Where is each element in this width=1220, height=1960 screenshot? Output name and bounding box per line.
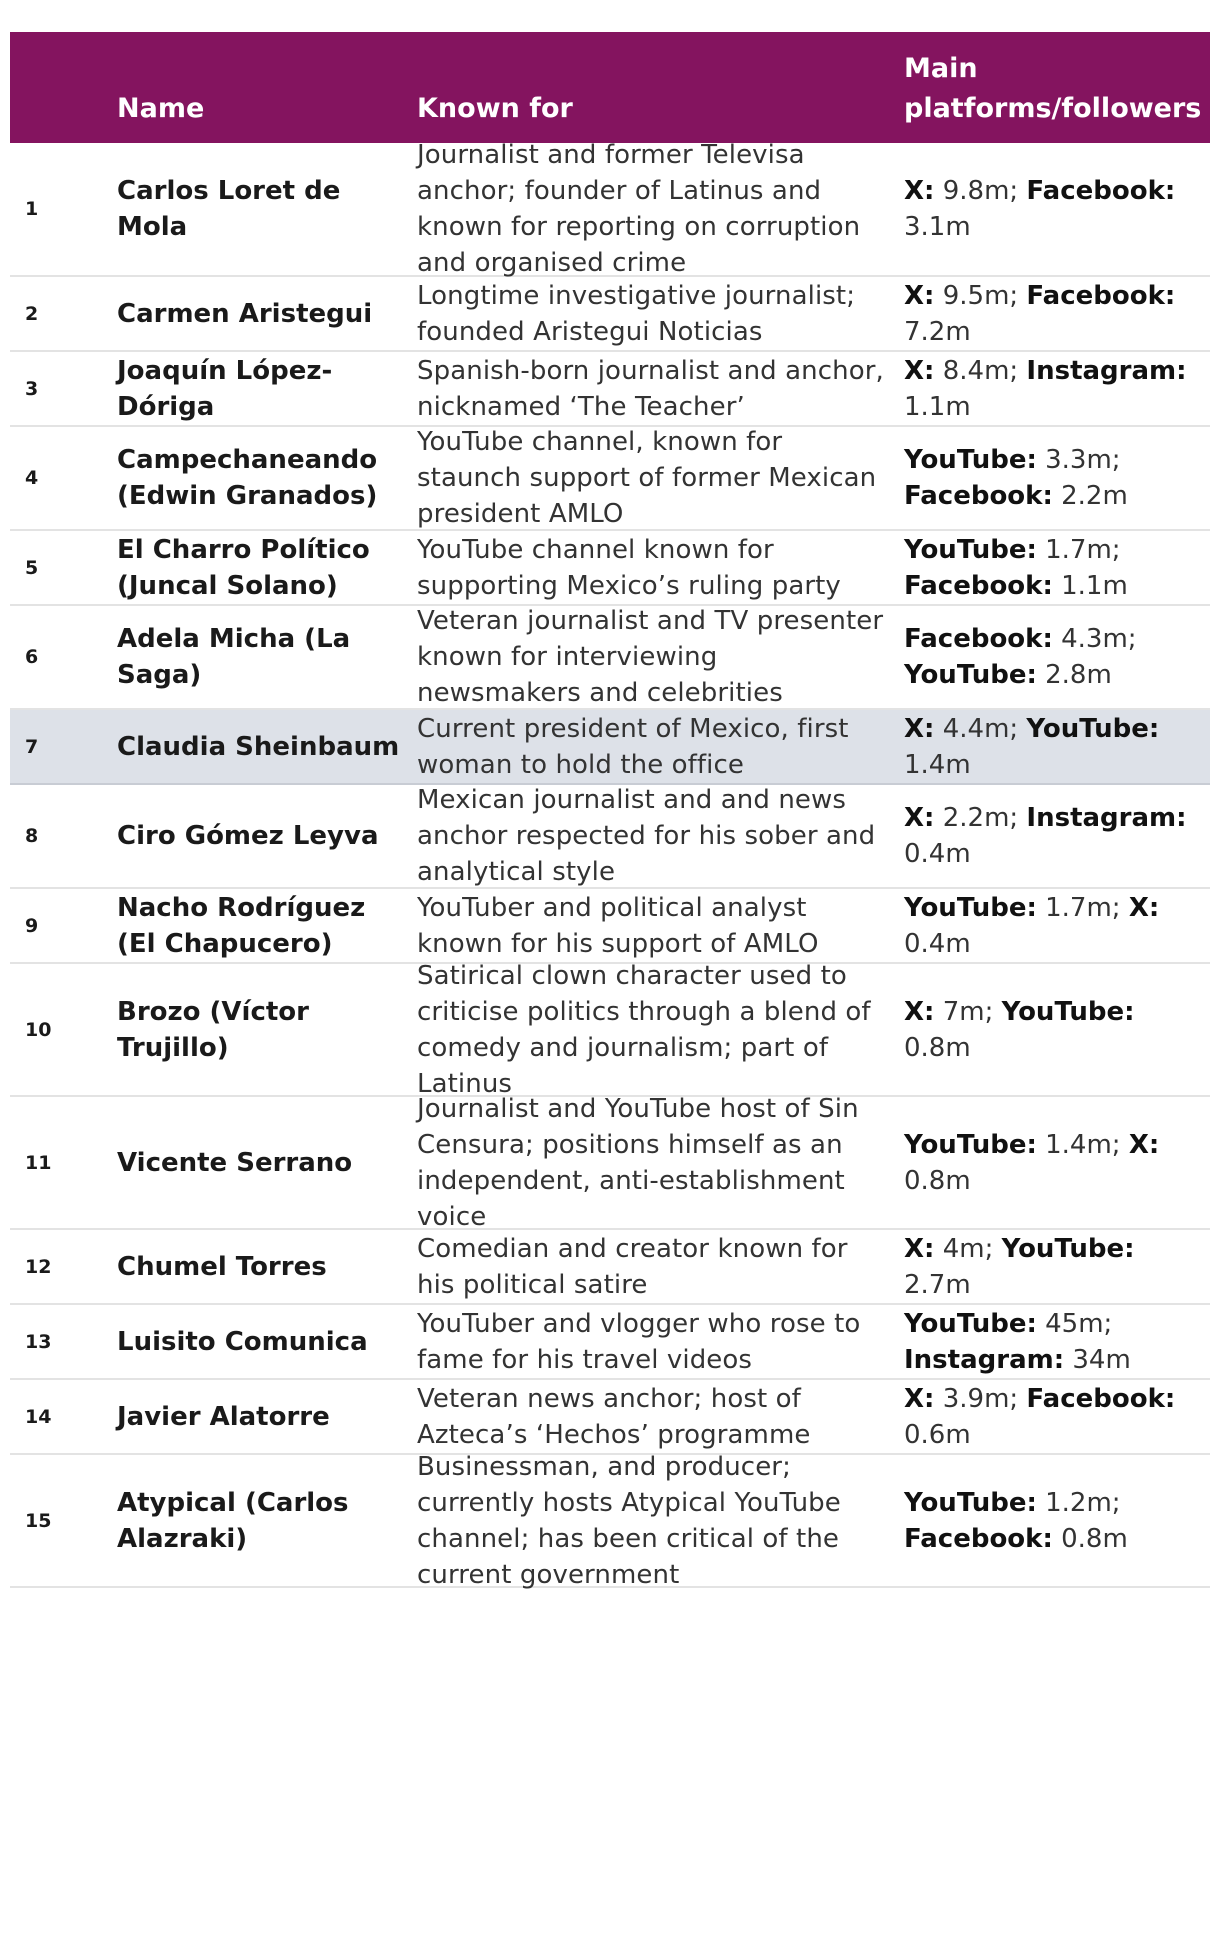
- row-known-for: Satirical clown character used to criticise politics through a blend of comedy and journalism; part of Latinus: [417, 960, 871, 1099]
- platform-label: YouTube:: [1026, 713, 1160, 744]
- row-rank: 12: [25, 1255, 52, 1278]
- follower-count: 3.3m;: [1036, 445, 1121, 475]
- row-rank: 3: [25, 377, 39, 400]
- row-rank: 15: [25, 1509, 52, 1532]
- row-platforms: [904, 173, 1210, 245]
- row-known-for: Spanish-born journalist and anchor, nicknamed ‘The Teacher’: [417, 355, 884, 422]
- row-rank: 1: [25, 198, 39, 220]
- follower-count: 4.3m;: [1052, 624, 1137, 654]
- table-row: [10, 1093, 1210, 1232]
- platform-label: YouTube:: [904, 534, 1037, 565]
- follower-count: 2.7m: [904, 1269, 971, 1300]
- platform-label: YouTube:: [904, 892, 1037, 923]
- platform-label: YouTube:: [904, 1487, 1037, 1518]
- follower-count: 1.4m: [904, 749, 971, 780]
- row-platforms: [904, 1306, 1210, 1378]
- row-name: Joaquín López-Dóriga: [117, 355, 333, 422]
- table-row: [10, 1230, 1210, 1305]
- row-name: Brozo (Víctor Trujillo): [117, 996, 309, 1063]
- platform-label: YouTube:: [904, 660, 1037, 690]
- table-row: [10, 1380, 1210, 1455]
- follower-count: 7.2m: [904, 316, 971, 347]
- follower-count: 2.2m: [1052, 481, 1128, 511]
- row-rank: 4: [25, 467, 39, 489]
- row-name: Ciro Gómez Leyva: [117, 821, 379, 851]
- row-name: Chumel Torres: [117, 1251, 327, 1282]
- platform-label: X:: [904, 176, 935, 206]
- follower-count: 1.2m;: [1036, 1487, 1121, 1518]
- platform-label: X:: [904, 996, 935, 1027]
- platform-label: YouTube:: [1001, 1233, 1135, 1264]
- row-known-for: YouTube channel known for supporting Mexico’s ruling party: [417, 534, 841, 601]
- table-row: [10, 785, 1210, 889]
- row-known-for: Businessman, and producer; currently hosts Atypical YouTube channel; has been critical of the current government: [417, 1451, 841, 1590]
- row-rank: 11: [25, 1151, 52, 1174]
- row-known-for: YouTube channel, known for staunch support of former Mexican president AMLO: [417, 427, 877, 529]
- table-row: [10, 889, 1210, 964]
- row-known-for: Journalist and former Televisa anchor; founder of Latinus and known for reporting on corruption and organised crime: [417, 140, 861, 278]
- row-platforms: [904, 353, 1210, 425]
- platform-label: X:: [904, 1233, 935, 1264]
- row-name: Luisito Comunica: [117, 1326, 368, 1357]
- follower-count: 7m;: [934, 996, 1002, 1027]
- row-platforms: [904, 442, 1210, 514]
- follower-count: 0.4m: [904, 839, 971, 869]
- row-platforms: [904, 621, 1210, 693]
- follower-count: 2.2m;: [934, 803, 1027, 833]
- platform-label: X:: [904, 803, 935, 833]
- follower-count: 0.8m: [904, 1032, 971, 1063]
- table-row: [10, 531, 1210, 606]
- row-platforms: [904, 800, 1210, 872]
- platform-label: Facebook:: [1026, 280, 1176, 311]
- row-platforms: [904, 1127, 1210, 1199]
- table-header: [10, 32, 1210, 143]
- row-rank: 13: [25, 1330, 52, 1353]
- row-platforms: [904, 1485, 1210, 1557]
- table-row: [10, 427, 1210, 531]
- platform-label: Facebook:: [904, 481, 1053, 511]
- row-name: El Charro Político (Juncal Solano): [117, 534, 370, 601]
- row-rank: 6: [25, 646, 39, 668]
- follower-count: 0.4m: [904, 928, 971, 959]
- row-known-for: YouTuber and political analyst known for his support of AMLO: [417, 892, 819, 959]
- follower-count: 34m: [1064, 1344, 1131, 1375]
- row-name: Vicente Serrano: [117, 1147, 353, 1178]
- platform-label: X:: [904, 280, 935, 311]
- platform-label: Facebook:: [904, 624, 1053, 654]
- platform-label: X:: [904, 355, 935, 386]
- platform-label: Instagram:: [1026, 803, 1187, 833]
- follower-count: 4.4m;: [934, 713, 1027, 744]
- platform-label: X:: [1128, 1129, 1160, 1160]
- row-rank: 7: [25, 735, 39, 758]
- row-platforms: [904, 890, 1210, 962]
- follower-count: 9.5m;: [934, 280, 1027, 311]
- row-name: Carlos Loret de Mola: [117, 176, 341, 242]
- platform-label: Instagram:: [904, 1344, 1065, 1375]
- follower-count: 1.1m: [904, 391, 971, 422]
- header-known-for: Known for: [417, 93, 573, 124]
- row-known-for: Veteran news anchor; host of Azteca’s ‘Hechos’ programme: [417, 1383, 811, 1450]
- table-row: [10, 1451, 1210, 1590]
- platform-label: YouTube:: [904, 445, 1037, 475]
- row-name: Atypical (Carlos Alazraki): [117, 1487, 349, 1554]
- follower-count: 3.1m: [904, 212, 971, 242]
- platform-label: Facebook:: [904, 570, 1053, 601]
- row-platforms: [904, 711, 1210, 783]
- follower-count: 0.8m: [1052, 1523, 1128, 1554]
- platform-label: Instagram:: [1026, 355, 1187, 386]
- follower-count: 3.9m;: [934, 1383, 1027, 1414]
- row-name: Campechaneando (Edwin Granados): [117, 445, 378, 511]
- follower-count: 0.6m: [904, 1419, 971, 1450]
- row-rank: 2: [25, 302, 39, 325]
- row-name: Claudia Sheinbaum: [117, 731, 400, 762]
- row-rank: 5: [25, 556, 39, 579]
- row-name: Nacho Rodríguez (El Chapucero): [117, 892, 366, 959]
- follower-count: 4m;: [934, 1233, 1002, 1264]
- table-row: [10, 277, 1210, 352]
- ranking-table: [10, 32, 1210, 1588]
- follower-count: 1.7m;: [1036, 534, 1121, 565]
- row-known-for: Mexican journalist and and news anchor respected for his sober and analytical style: [417, 785, 876, 887]
- row-name: Carmen Aristegui: [117, 298, 373, 329]
- platform-label: X:: [904, 713, 935, 744]
- follower-count: 1.1m: [1052, 570, 1128, 601]
- table-row: [10, 960, 1210, 1099]
- follower-count: 9.8m;: [934, 176, 1027, 206]
- header-platforms: Main platforms/followers: [904, 53, 1202, 124]
- row-known-for: Current president of Mexico, first woman to hold the office: [417, 713, 849, 780]
- row-name: Adela Micha (La Saga): [117, 624, 351, 690]
- follower-count: 1.4m;: [1036, 1129, 1129, 1160]
- follower-count: 1.7m;: [1036, 892, 1129, 923]
- row-rank: 14: [25, 1405, 52, 1428]
- platform-label: YouTube:: [904, 1129, 1037, 1160]
- row-name: Javier Alatorre: [117, 1401, 330, 1432]
- row-known-for: Journalist and YouTube host of Sin Censura; positions himself as an independent, anti-establishment voice: [417, 1093, 859, 1232]
- platform-label: Facebook:: [1026, 176, 1176, 206]
- table-body: [10, 140, 1210, 1590]
- row-platforms: [904, 994, 1210, 1066]
- platform-label: X:: [904, 1383, 935, 1414]
- platform-label: X:: [1128, 892, 1160, 923]
- platform-label: YouTube:: [904, 1308, 1037, 1339]
- row-platforms: [904, 278, 1210, 350]
- follower-count: 8.4m;: [934, 355, 1027, 386]
- platform-label: YouTube:: [1001, 996, 1135, 1027]
- table-row: [10, 606, 1210, 710]
- follower-count: 0.8m: [904, 1165, 971, 1196]
- row-platforms: [904, 1231, 1210, 1303]
- follower-count: 2.8m: [1036, 660, 1112, 690]
- platform-label: Facebook:: [904, 1523, 1053, 1554]
- row-known-for: Longtime investigative journalist; founded Aristegui Noticias: [417, 280, 856, 347]
- row-platforms: [904, 1381, 1210, 1453]
- table-row: [10, 140, 1210, 278]
- header-name: Name: [117, 93, 205, 124]
- platform-label: Facebook:: [1026, 1383, 1176, 1414]
- row-known-for: YouTuber and vlogger who rose to fame for his travel videos: [417, 1308, 861, 1375]
- row-platforms: [904, 532, 1210, 604]
- row-rank: 9: [25, 914, 39, 937]
- row-known-for: Veteran journalist and TV presenter known for interviewing newsmakers and celebrities: [417, 606, 884, 708]
- table-row: [10, 352, 1210, 427]
- row-rank: 8: [25, 825, 39, 847]
- row-rank: 10: [25, 1018, 52, 1041]
- follower-count: 45m;: [1036, 1308, 1113, 1339]
- table-row: [10, 1305, 1210, 1380]
- row-known-for: Comedian and creator known for his political satire: [417, 1233, 848, 1300]
- table-row: [10, 710, 1210, 785]
